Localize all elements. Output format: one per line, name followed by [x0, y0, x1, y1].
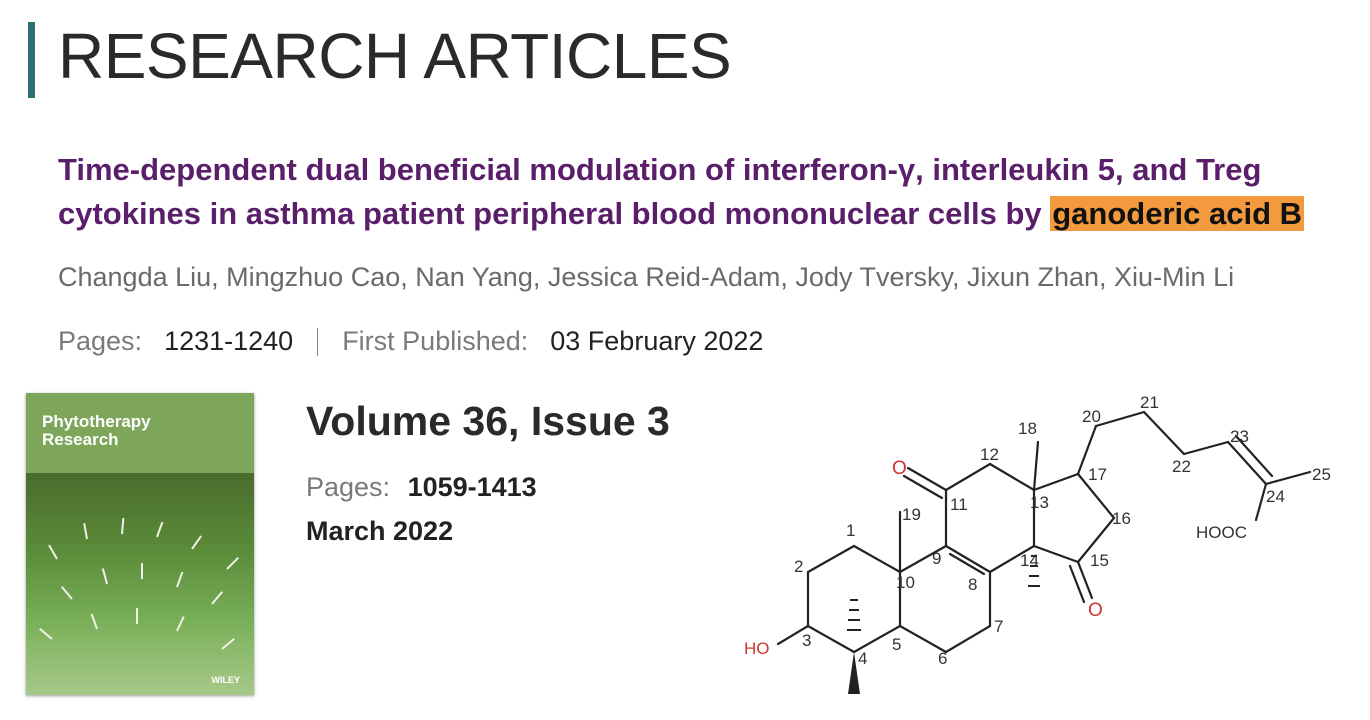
journal-cover-image[interactable]	[26, 393, 254, 695]
atom-label-24: 24	[1266, 487, 1285, 506]
cover-cactus-spine	[102, 568, 108, 584]
atom-label-2: 2	[794, 557, 804, 576]
cover-publisher-logo: WILEY	[211, 675, 240, 685]
cover-cactus-spine	[191, 535, 202, 549]
issue-date: March 2022	[306, 516, 454, 546]
hydroxyl-group-label: HO	[744, 639, 770, 658]
carboxyl-group-label: HOOC	[1196, 523, 1247, 542]
cover-cactus-spine	[121, 518, 124, 534]
atom-label-10: 10	[896, 573, 915, 592]
section-accent-bar	[28, 22, 35, 98]
cover-cactus-spine	[176, 572, 183, 588]
atom-label-16: 16	[1112, 509, 1131, 528]
published-label: First Published:	[342, 326, 529, 356]
cover-cactus-spine	[48, 545, 58, 560]
published-value: 03 February 2022	[550, 326, 764, 356]
issue-pages-value: 1059-1413	[407, 472, 537, 502]
atom-label-23: 23	[1230, 427, 1249, 446]
atom-label-14: 14	[1020, 551, 1039, 570]
atom-label-17: 17	[1088, 465, 1107, 484]
article-authors: Changda Liu, Mingzhuo Cao, Nan Yang, Jessica Reid-Adam, Jody Tversky, Jixun Zhan, Xiu-Min Li	[58, 262, 1235, 292]
article-title-link[interactable]	[58, 148, 1358, 236]
chemical-structure-diagram	[730, 388, 1350, 708]
cover-cactus-spine	[91, 614, 98, 630]
pages-label: Pages:	[58, 326, 143, 356]
atom-label-3: 3	[802, 631, 812, 650]
atom-label-15: 15	[1090, 551, 1109, 570]
cover-cactus-spine	[39, 628, 53, 640]
cover-cactus-spine	[61, 586, 73, 600]
atom-label-4: 4	[858, 649, 868, 668]
cover-cactus-spine	[156, 522, 163, 538]
article-meta	[58, 326, 763, 357]
atom-label-1: 1	[846, 521, 856, 540]
section-title: RESEARCH ARTICLES	[58, 20, 732, 92]
atom-label-22: 22	[1172, 457, 1191, 476]
cover-cactus-spine	[176, 616, 185, 631]
issue-pages	[306, 472, 537, 503]
issue-pages-label: Pages:	[306, 472, 391, 502]
atom-label-25: 25	[1312, 465, 1331, 484]
atom-label-9: 9	[932, 549, 942, 568]
atom-label-19: 19	[902, 505, 921, 524]
cover-cactus-spine	[221, 638, 235, 650]
cover-cactus-spine	[226, 557, 239, 570]
cover-cactus-spine	[211, 591, 223, 605]
atom-label-21: 21	[1140, 393, 1159, 412]
carbonyl-oxygen-15: O	[1088, 600, 1103, 621]
article-title-text: Time-dependent dual beneficial modulation of interferon-γ, interleukin 5, and Treg cytokines in asthma patient peripheral blood mononuclear cells by	[58, 152, 1262, 231]
meta-divider	[317, 328, 318, 356]
atom-label-20: 20	[1082, 407, 1101, 426]
cover-journal-name: Phytotherapy Research	[42, 412, 151, 449]
atom-label-5: 5	[892, 635, 902, 654]
issue-volume-link[interactable]: Volume 36, Issue 3	[306, 398, 670, 444]
atom-label-7: 7	[994, 617, 1004, 636]
pages-value: 1231-1240	[164, 326, 294, 356]
cover-cactus-spine	[141, 563, 143, 579]
cover-cactus-spine	[83, 523, 88, 539]
cover-cactus-spine	[136, 608, 138, 624]
atom-label-13: 13	[1030, 493, 1049, 512]
atom-label-12: 12	[980, 445, 999, 464]
carbonyl-oxygen-11: O	[892, 458, 907, 479]
search-highlight: ganoderic acid B	[1052, 196, 1303, 231]
atom-label-8: 8	[968, 575, 978, 594]
atom-label-6: 6	[938, 649, 948, 668]
atom-label-11: 11	[950, 495, 968, 514]
atom-label-18: 18	[1018, 419, 1037, 438]
